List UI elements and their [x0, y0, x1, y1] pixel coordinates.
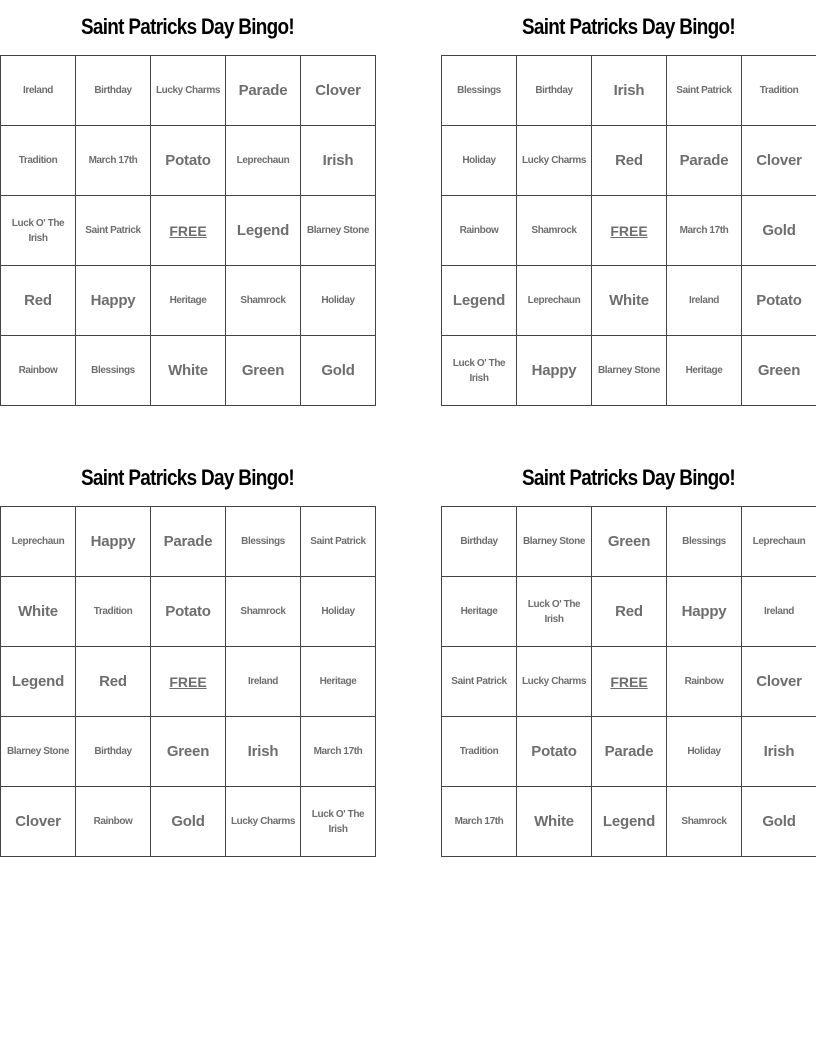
- bingo-grid: [441, 506, 816, 857]
- bingo-grid: [0, 506, 376, 857]
- bingo-cell: Lucky Charms: [226, 787, 301, 857]
- bingo-cell: Parade: [592, 717, 667, 787]
- bingo-row: [1, 126, 376, 196]
- bingo-cell: White: [592, 266, 667, 336]
- bingo-cell: Tradition: [442, 717, 517, 787]
- bingo-row: [442, 266, 816, 336]
- bingo-cell: Legend: [1, 647, 76, 717]
- bingo-cell: March 17th: [667, 196, 742, 266]
- bingo-cell: Legend: [442, 266, 517, 336]
- bingo-cell: Tradition: [742, 56, 816, 126]
- bingo-cell: Blarney Stone: [301, 196, 376, 266]
- card-title: Saint Patricks Day Bingo!: [80, 465, 295, 490]
- bingo-row: [1, 507, 376, 577]
- bingo-cell: Parade: [151, 507, 226, 577]
- bingo-cell: Legend: [226, 196, 301, 266]
- bingo-cell: Birthday: [442, 507, 517, 577]
- bingo-cell: Ireland: [667, 266, 742, 336]
- bingo-cell: Ireland: [742, 577, 816, 647]
- card-title: Saint Patricks Day Bingo!: [521, 14, 736, 39]
- bingo-cell: Holiday: [301, 577, 376, 647]
- bingo-cell: Rainbow: [667, 647, 742, 717]
- bingo-cell: Green: [592, 507, 667, 577]
- bingo-cell: Shamrock: [667, 787, 742, 857]
- bingo-cell: Luck O' The Irish: [301, 787, 376, 857]
- bingo-cell: March 17th: [301, 717, 376, 787]
- bingo-cell: Clover: [742, 647, 816, 717]
- bingo-cell: Blessings: [226, 507, 301, 577]
- bingo-cell: March 17th: [76, 126, 151, 196]
- bingo-cell: Red: [592, 577, 667, 647]
- bingo-cell: Potato: [151, 126, 226, 196]
- bingo-cell: Leprechaun: [517, 266, 592, 336]
- bingo-cell: Saint Patrick: [76, 196, 151, 266]
- bingo-cell: Saint Patrick: [667, 56, 742, 126]
- bingo-row: [1, 717, 376, 787]
- bingo-cell: FREE: [151, 196, 226, 266]
- bingo-cell: Rainbow: [442, 196, 517, 266]
- bingo-row: [442, 577, 816, 647]
- bingo-cell: Potato: [517, 717, 592, 787]
- bingo-cell: Holiday: [301, 266, 376, 336]
- bingo-cell: Heritage: [301, 647, 376, 717]
- bingo-cell: Irish: [226, 717, 301, 787]
- bingo-cell: Red: [1, 266, 76, 336]
- bingo-cell: Gold: [151, 787, 226, 857]
- bingo-cell: Birthday: [517, 56, 592, 126]
- bingo-row: [442, 647, 816, 717]
- bingo-grid: [0, 55, 376, 406]
- bingo-cell: March 17th: [442, 787, 517, 857]
- bingo-cell: Potato: [742, 266, 816, 336]
- card-title: Saint Patricks Day Bingo!: [80, 14, 295, 39]
- bingo-cell: Clover: [1, 787, 76, 857]
- bingo-row: [442, 787, 816, 857]
- bingo-row: [1, 196, 376, 266]
- bingo-cell: Holiday: [667, 717, 742, 787]
- bingo-cell: Irish: [301, 126, 376, 196]
- bingo-cell: Shamrock: [226, 577, 301, 647]
- bingo-cell: Blarney Stone: [1, 717, 76, 787]
- bingo-cell: Heritage: [667, 336, 742, 406]
- bingo-cell: Leprechaun: [742, 507, 816, 577]
- bingo-cell: Blarney Stone: [592, 336, 667, 406]
- bingo-cell: Irish: [742, 717, 816, 787]
- bingo-cell: Tradition: [1, 126, 76, 196]
- bingo-cell: Gold: [742, 787, 816, 857]
- bingo-cell: Green: [151, 717, 226, 787]
- bingo-cell: Happy: [517, 336, 592, 406]
- bingo-cell: Rainbow: [76, 787, 151, 857]
- bingo-cell: Red: [592, 126, 667, 196]
- bingo-row: [1, 647, 376, 717]
- bingo-row: [442, 336, 816, 406]
- bingo-cell: Legend: [592, 787, 667, 857]
- bingo-cell: White: [151, 336, 226, 406]
- bingo-cell: Saint Patrick: [442, 647, 517, 717]
- bingo-row: [1, 56, 376, 126]
- bingo-cell: Lucky Charms: [151, 56, 226, 126]
- bingo-cell: Clover: [742, 126, 816, 196]
- bingo-cell: Shamrock: [517, 196, 592, 266]
- bingo-cell: Birthday: [76, 56, 151, 126]
- bingo-cell: FREE: [592, 647, 667, 717]
- bingo-cell: Green: [226, 336, 301, 406]
- bingo-cell: Ireland: [226, 647, 301, 717]
- bingo-cell: Luck O' The Irish: [442, 336, 517, 406]
- bingo-row: [1, 787, 376, 857]
- bingo-cell: Lucky Charms: [517, 647, 592, 717]
- bingo-cell: Luck O' The Irish: [1, 196, 76, 266]
- bingo-row: [1, 336, 376, 406]
- bingo-cell: White: [1, 577, 76, 647]
- bingo-cell: Saint Patrick: [301, 507, 376, 577]
- bingo-cell: Leprechaun: [1, 507, 76, 577]
- bingo-cell: Lucky Charms: [517, 126, 592, 196]
- bingo-cell: Blessings: [76, 336, 151, 406]
- bingo-cell: Potato: [151, 577, 226, 647]
- bingo-row: [442, 507, 816, 577]
- bingo-cell: Red: [76, 647, 151, 717]
- bingo-cell: FREE: [592, 196, 667, 266]
- bingo-cell: FREE: [151, 647, 226, 717]
- bingo-cell: Happy: [76, 507, 151, 577]
- bingo-cell: White: [517, 787, 592, 857]
- bingo-cell: Gold: [301, 336, 376, 406]
- bingo-cell: Blessings: [667, 507, 742, 577]
- bingo-cell: Leprechaun: [226, 126, 301, 196]
- bingo-cell: Gold: [742, 196, 816, 266]
- bingo-cell: Clover: [301, 56, 376, 126]
- bingo-cell: Heritage: [151, 266, 226, 336]
- bingo-cell: Parade: [226, 56, 301, 126]
- bingo-cell: Luck O' The Irish: [517, 577, 592, 647]
- bingo-grid: [441, 55, 816, 406]
- bingo-cell: Happy: [667, 577, 742, 647]
- bingo-row: [1, 266, 376, 336]
- bingo-cell: Shamrock: [226, 266, 301, 336]
- bingo-row: [442, 56, 816, 126]
- bingo-row: [442, 126, 816, 196]
- bingo-row: [1, 577, 376, 647]
- bingo-cell: Ireland: [1, 56, 76, 126]
- bingo-cell: Holiday: [442, 126, 517, 196]
- bingo-cell: Rainbow: [1, 336, 76, 406]
- bingo-row: [442, 717, 816, 787]
- bingo-cell: Blarney Stone: [517, 507, 592, 577]
- card-title: Saint Patricks Day Bingo!: [521, 465, 736, 490]
- bingo-row: [442, 196, 816, 266]
- bingo-cell: Parade: [667, 126, 742, 196]
- bingo-cell: Blessings: [442, 56, 517, 126]
- bingo-cell: Tradition: [76, 577, 151, 647]
- bingo-cell: Heritage: [442, 577, 517, 647]
- bingo-cell: Happy: [76, 266, 151, 336]
- bingo-cell: Birthday: [76, 717, 151, 787]
- bingo-cell: Green: [742, 336, 816, 406]
- bingo-cell: Irish: [592, 56, 667, 126]
